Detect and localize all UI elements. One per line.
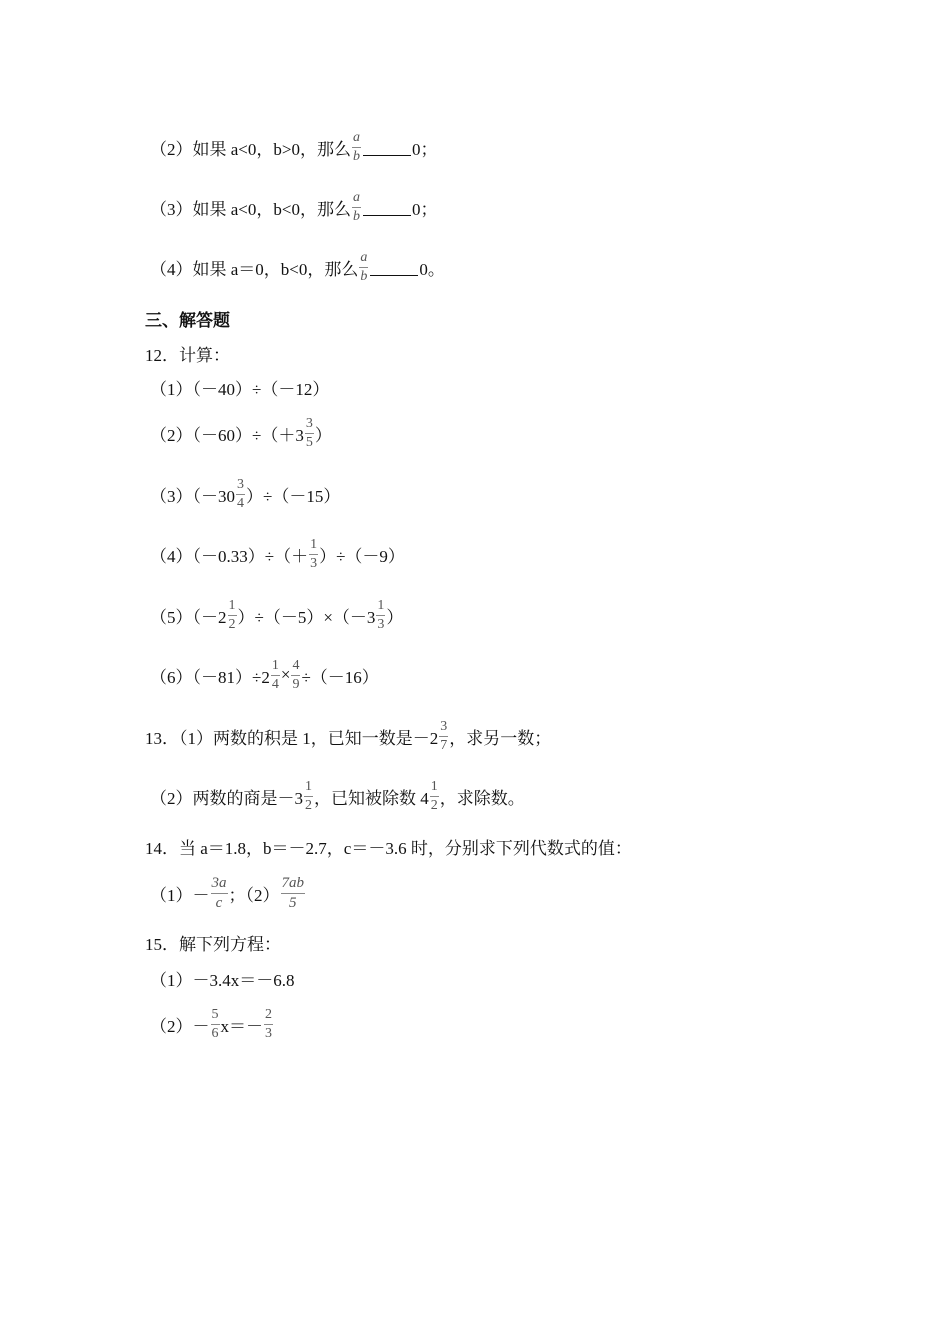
- fraction: $\frac{5}{6}$: [211, 1006, 219, 1041]
- fraction: $\frac{4}{9}$: [292, 657, 300, 692]
- answer-blank[interactable]: [363, 199, 411, 216]
- fraction: $\frac{7ab}{5}$: [281, 874, 304, 911]
- q14-parts: （1）－ $\frac{3a}{c}$ ；（2） $\frac{7ab}{5}$: [150, 874, 304, 911]
- fraction: $\frac{a}{b}$: [360, 249, 368, 284]
- fraction: $\frac{a}{b}$: [352, 189, 360, 224]
- fraction: $\frac{a}{b}$: [352, 129, 360, 164]
- q11-part4-text: （4）如果 a＝0，b<0，那么: [150, 259, 359, 279]
- fraction: $\frac{1}{2}$: [430, 778, 438, 813]
- q12-part1: （1）（－40）÷（－12）: [150, 379, 330, 399]
- fraction: $\frac{1}{2}$: [228, 597, 236, 632]
- q14-title: 14．当 a＝1.8，b＝－2.7，c＝－3.6 时，分别求下列代数式的值：: [145, 838, 632, 858]
- q12-part2: （2）（－60）÷（＋3 $\frac{3}{5}$ ）: [150, 415, 332, 450]
- fraction: $\frac{2}{3}$: [265, 1006, 272, 1041]
- fraction: $\frac{3a}{c}$: [211, 874, 227, 911]
- q13-part1: 13．（1）两数的积是 1，已知一数是－2 $\frac{3}{7}$ ，求另一数；: [145, 718, 552, 753]
- q12-title: 12．计算：: [145, 345, 230, 365]
- answer-blank[interactable]: [370, 259, 418, 276]
- fraction: $\frac{3}{5}$: [305, 415, 313, 450]
- q15-part2: （2）－ $\frac{5}{6}$ x＝－ $\frac{2}{3}$: [150, 1006, 272, 1041]
- q11-part2: （2）如果 a<0，b>0，那么 $\frac{a}{b}$ 0；: [150, 129, 438, 164]
- fraction: $\frac{3}{7}$: [440, 718, 448, 753]
- fraction: $\frac{3}{4}$: [237, 476, 244, 511]
- q15-part1: （1）－3.4x＝－6.8: [150, 970, 295, 990]
- q12-part3: （3）（－30 $\frac{3}{4}$ ）÷（－15）: [150, 476, 341, 511]
- q11-part2-text: （2）如果 a<0，b>0，那么: [150, 139, 351, 159]
- q11-part4: （4）如果 a＝0，b<0，那么 $\frac{a}{b}$ 0。: [150, 249, 445, 284]
- q11-part3: （3）如果 a<0，b<0，那么 $\frac{a}{b}$ 0；: [150, 189, 438, 224]
- answer-blank[interactable]: [363, 139, 411, 156]
- fraction: $\frac{1}{3}$: [310, 536, 318, 571]
- fraction: $\frac{1}{3}$: [377, 597, 385, 632]
- q13-part2: （2）两数的商是－3 $\frac{1}{2}$ ，已知被除数 4 $\frac{1}{2}$ ，求除数。: [150, 778, 525, 813]
- q12-part4: （4）（－0.33）÷（＋ $\frac{1}{3}$ ）÷（－9）: [150, 536, 405, 571]
- fraction: $\frac{1}{4}$: [271, 657, 279, 692]
- q11-part3-text: （3）如果 a<0，b<0，那么: [150, 199, 351, 219]
- section-heading: 三、解答题: [145, 310, 230, 330]
- fraction: $\frac{1}{2}$: [305, 778, 312, 813]
- q15-title: 15．解下列方程：: [145, 934, 281, 954]
- q12-part5: （5）（－2 $\frac{1}{2}$ ）÷（－5）×（－3 $\frac{1}{3}$ ）: [150, 597, 404, 632]
- q12-part6: （6）（－81）÷2 $\frac{1}{4}$ × $\frac{4}{9}$ ÷（－16）: [150, 657, 379, 692]
